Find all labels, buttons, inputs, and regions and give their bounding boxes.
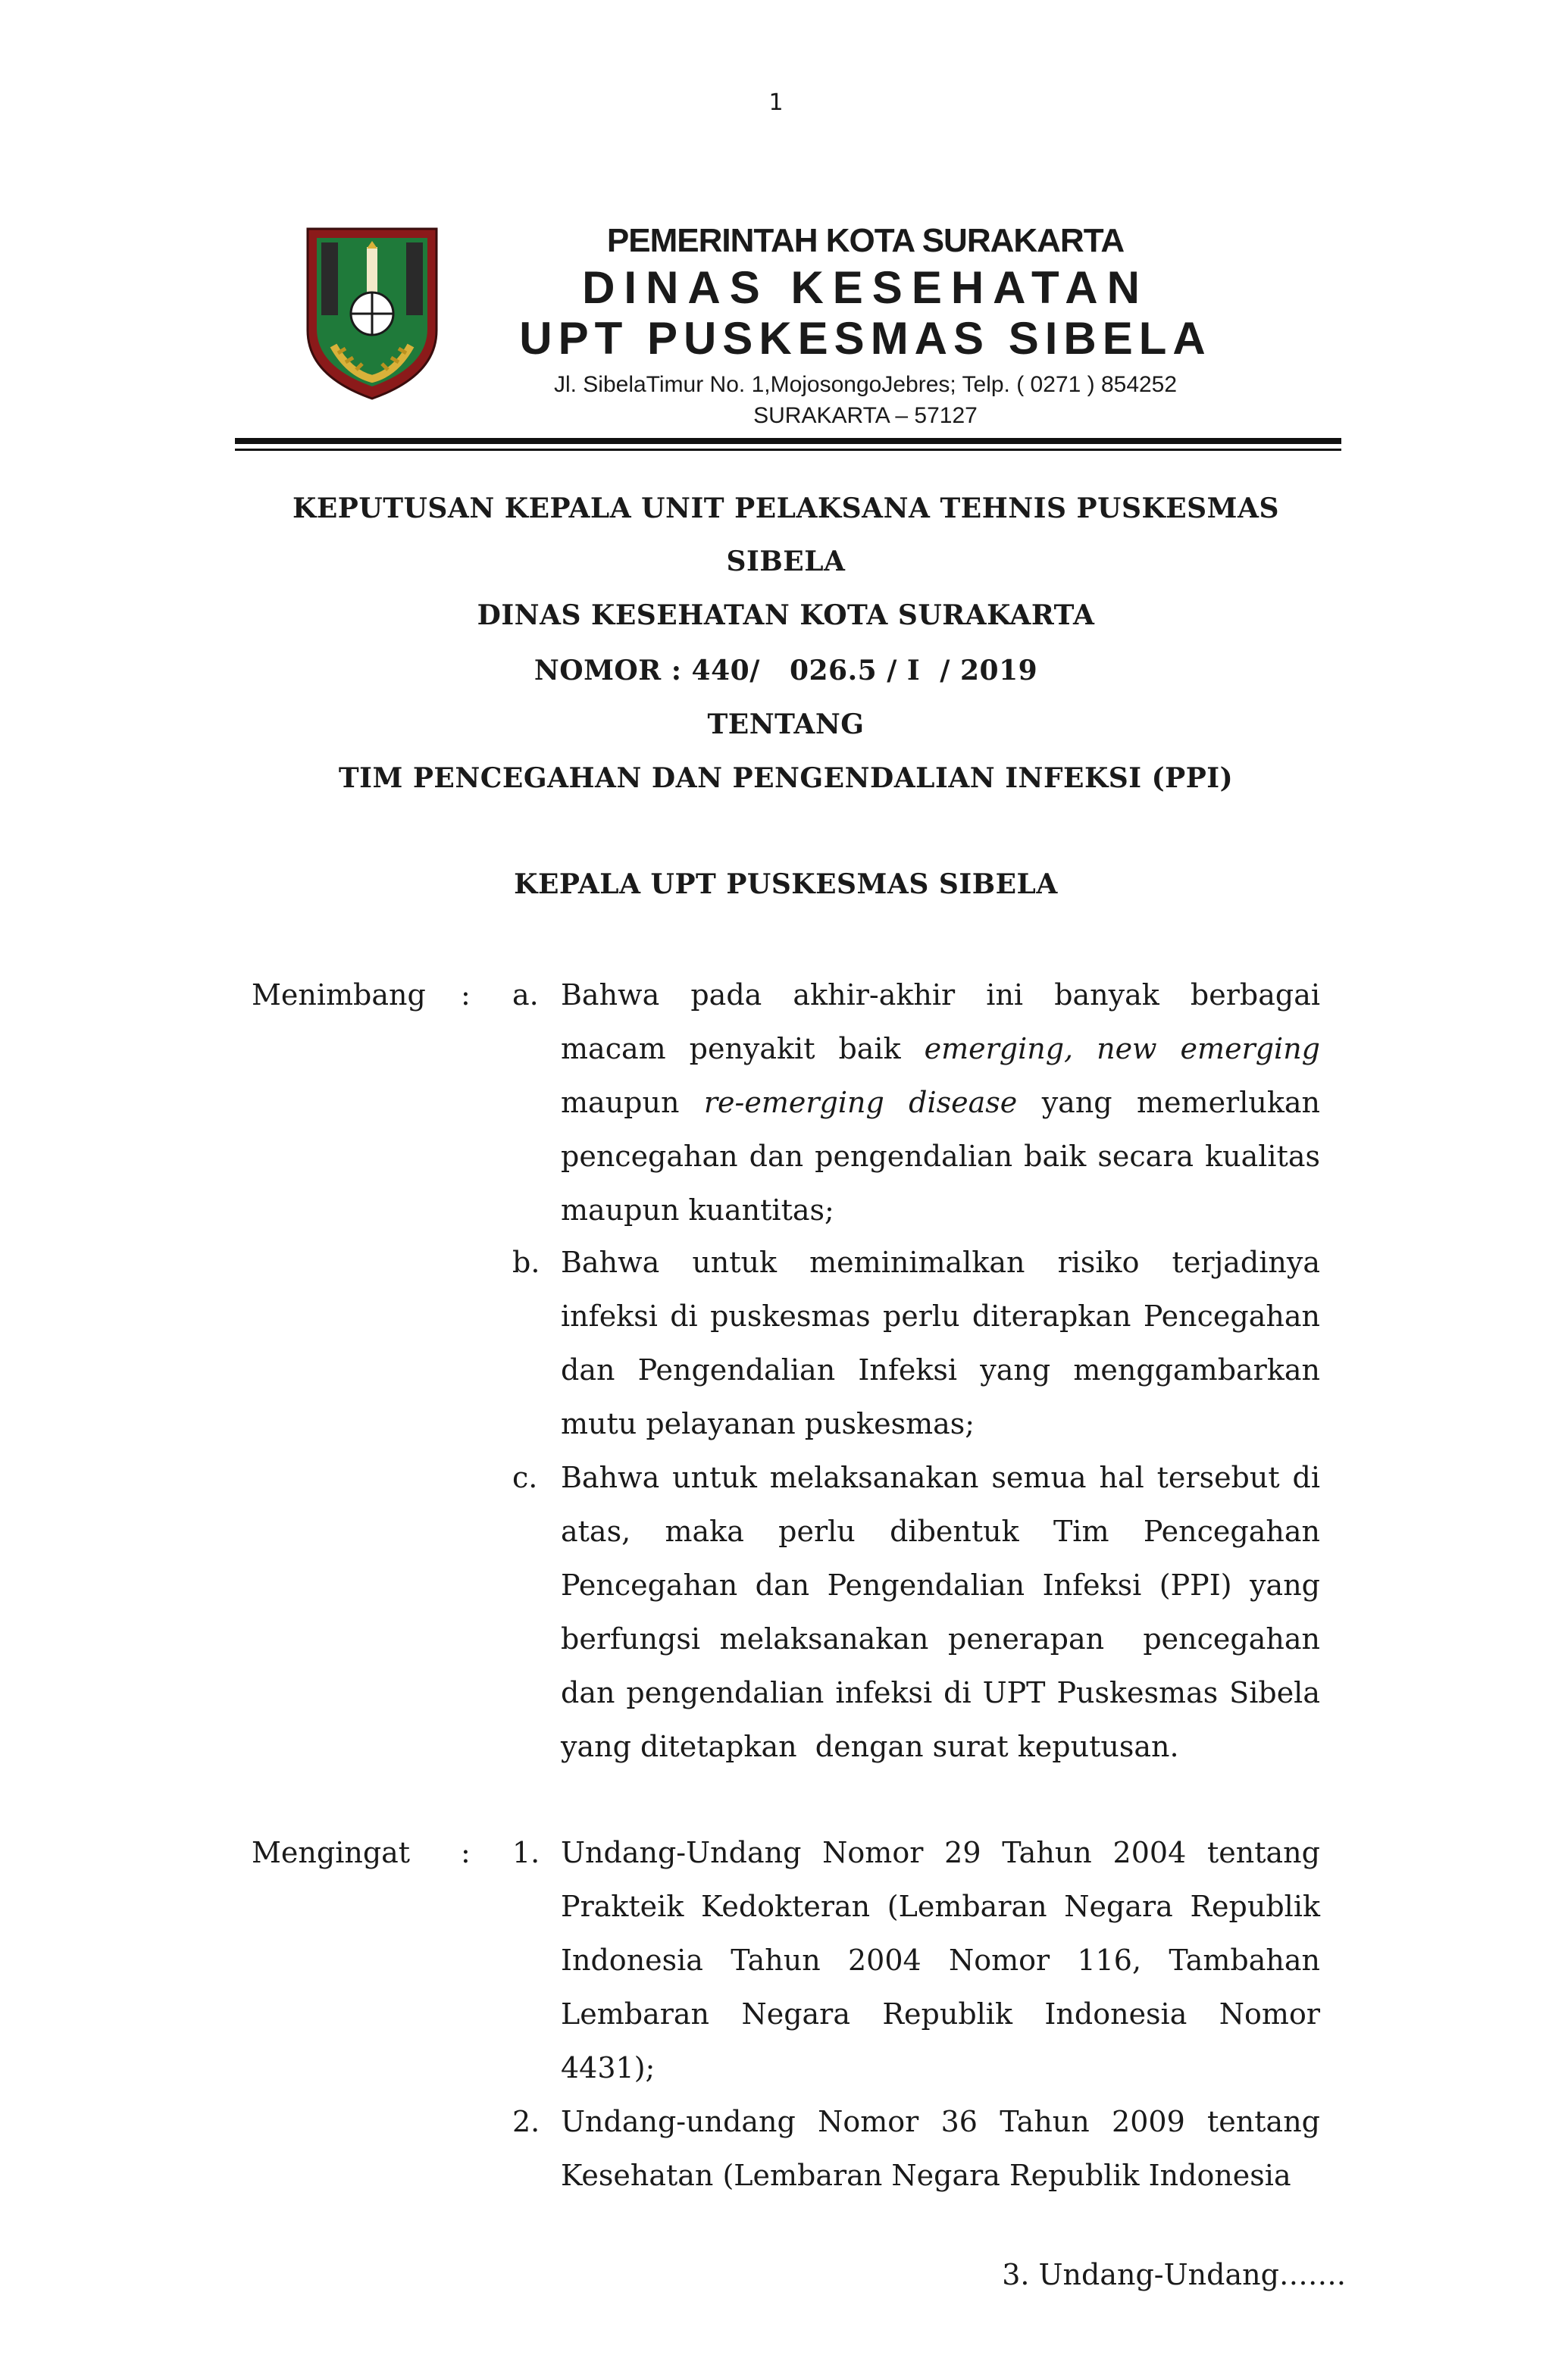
decree-issuer: KEPALA UPT PUSKESMAS SIBELA — [514, 868, 1058, 900]
menimbang-item-marker: a. — [512, 978, 539, 1012]
item-text-part: Bahwa pada akhir-akhir ini banyak berbagai macam penyakit baik — [561, 978, 1320, 1065]
letterhead-city: SURAKARTA – 57127 — [753, 403, 978, 428]
item-text-part: maupun — [561, 1086, 704, 1119]
letterhead-divider-thick — [235, 438, 1341, 444]
menimbang-item-text: Bahwa untuk melaksanakan semua hal tersebut di atas, maka perlu dibentuk Tim Pencegahan Pencegahan dan Pengendalian Infeksi (PPI) yang berfungsi melaksanakan penerapan pencegahan dan pengendalian infeksi di UPT Puskesmas Sibela yang ditetapkan dengan surat keputusan. — [561, 1461, 1330, 1763]
continuation-note: 3. Undang-Undang……. — [1002, 2258, 1346, 2291]
item-text-part: yang memerlukan pencegahan dan pengendalian baik secara kualitas maupun kuantitas; — [561, 1086, 1320, 1227]
letterhead-government: PEMERINTAH KOTA SURAKARTA — [606, 222, 1125, 259]
menimbang-item-text — [561, 968, 1320, 1237]
letterhead-divider-thin — [235, 449, 1341, 451]
decree-number: NOMOR : 440/ 026.5 / I / 2019 — [534, 655, 1038, 686]
page-number: 1 — [768, 89, 784, 116]
menimbang-label: Menimbang — [252, 978, 426, 1012]
menimbang-item-marker: b. — [512, 1246, 540, 1279]
decree-subject: TIM PENCEGAHAN DAN PENGENDALIAN INFEKSI (PPI) — [338, 762, 1234, 794]
surakarta-emblem-logo — [303, 224, 441, 402]
item-text-italic: emerging, new emerging — [924, 1032, 1320, 1065]
mengingat-colon: : — [461, 1836, 471, 1869]
mengingat-item-text: Undang-Undang Nomor 29 Tahun 2004 tentang Prakteik Kedokteran (Lembaran Negara Republik Indonesia Tahun 2004 Nomor 116, Tambahan Lembaran Negara Republik Indonesia Nomor 4431); — [561, 1836, 1320, 2084]
mengingat-item-marker: 2. — [512, 2105, 540, 2138]
letterhead-unit: UPT PUSKESMAS SIBELA — [519, 313, 1212, 364]
item-text-italic: re-emerging disease — [703, 1086, 1018, 1119]
decree-about: TENTANG — [707, 708, 865, 740]
menimbang-colon: : — [461, 978, 471, 1012]
letterhead-department: DINAS KESEHATAN — [582, 262, 1149, 313]
mengingat-item-marker: 1. — [512, 1836, 540, 1869]
mengingat-item-text: Undang-undang Nomor 36 Tahun 2009 tentang Kesehatan (Lembaran Negara Republik Indonesia — [561, 2105, 1320, 2192]
decree-title-line: SIBELA — [726, 546, 846, 577]
mengingat-label: Mengingat — [252, 1836, 411, 1869]
menimbang-item-text: Bahwa untuk meminimalkan risiko terjadinya infeksi di puskesmas perlu diterapkan Pencegahan dan Pengendalian Infeksi yang menggambarkan mutu pelayanan puskesmas; — [561, 1246, 1320, 1440]
menimbang-item-marker: c. — [512, 1461, 538, 1494]
decree-title-line: DINAS KESEHATAN KOTA SURAKARTA — [477, 599, 1095, 631]
letterhead-address: Jl. SibelaTimur No. 1,MojosongoJebres; Telp. ( 0271 ) 854252 — [553, 372, 1178, 397]
decree-title-line: KEPUTUSAN KEPALA UNIT PELAKSANA TEHNIS PUSKESMAS — [293, 493, 1279, 524]
